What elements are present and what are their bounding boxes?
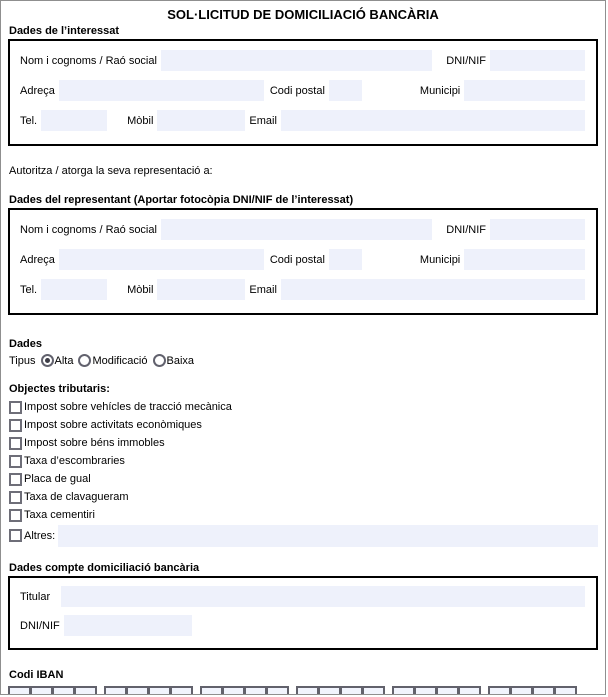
rep-nom-input[interactable] <box>161 219 432 240</box>
representant-row-3 <box>20 279 585 300</box>
iban-cell[interactable] <box>392 686 415 695</box>
iban-cell[interactable] <box>266 686 289 695</box>
checkbox-label: Impost sobre béns immobles <box>24 437 165 449</box>
radio-baixa[interactable] <box>153 354 166 367</box>
compte-box <box>8 576 598 650</box>
checkbox-impost-vehicles[interactable] <box>9 401 22 414</box>
iban-cell[interactable] <box>30 686 53 695</box>
page-title: SOL·LICITUD DE DOMICILIACIÓ BANCÀRIA <box>167 7 439 22</box>
nom-input[interactable] <box>161 50 432 71</box>
representant-row-1 <box>20 219 585 240</box>
codi-postal-label: Codi postal <box>269 84 325 97</box>
iban-cell[interactable] <box>362 686 385 695</box>
checkbox-row <box>9 452 598 470</box>
section-heading-dades: Dades <box>9 338 43 350</box>
interessat-row-1 <box>20 50 585 71</box>
rep-codi-postal-input[interactable] <box>329 249 362 270</box>
rep-municipi-label: Municipi <box>419 253 461 266</box>
iban-cell[interactable] <box>74 686 97 695</box>
compte-row-2 <box>20 615 585 636</box>
checkbox-row <box>9 434 598 452</box>
representant-row-2 <box>20 249 585 270</box>
email-label: Email <box>249 114 277 127</box>
rep-nom-label: Nom i cognoms / Raó social <box>20 223 157 236</box>
rep-dni-input[interactable] <box>490 219 585 240</box>
checkbox-row <box>9 506 598 524</box>
dni-input[interactable] <box>490 50 585 71</box>
interessat-row-2 <box>20 80 585 101</box>
radio-alta-label: Alta <box>54 354 74 367</box>
checkbox-impost-activitats[interactable] <box>9 419 22 432</box>
checkbox-row <box>9 488 598 506</box>
iban-cell[interactable] <box>318 686 341 695</box>
iban-group <box>8 686 96 695</box>
section-heading-iban: Codi IBAN <box>9 669 64 681</box>
rep-email-input[interactable] <box>281 279 585 300</box>
iban-cell[interactable] <box>52 686 75 695</box>
rep-mobil-label: Mòbil <box>127 283 154 296</box>
iban-cell[interactable] <box>126 686 149 695</box>
iban-group <box>200 686 288 695</box>
checkbox-label: Impost sobre vehícles de tracció mecànica <box>24 401 232 413</box>
rep-tel-label: Tel. <box>20 283 38 296</box>
iban-group <box>488 686 576 695</box>
iban-cell[interactable] <box>296 686 319 695</box>
rep-codi-postal-label: Codi postal <box>269 253 325 266</box>
radio-baixa-label: Baixa <box>166 354 195 367</box>
radio-modificacio-label: Modificació <box>92 354 148 367</box>
titular-input[interactable] <box>61 586 585 607</box>
rep-adreca-input[interactable] <box>59 249 264 270</box>
iban-cell[interactable] <box>244 686 267 695</box>
interessat-row-3 <box>20 110 585 131</box>
radio-modificacio[interactable] <box>78 354 91 367</box>
municipi-input[interactable] <box>464 80 585 101</box>
checkbox-altres[interactable] <box>9 529 22 542</box>
iban-cell[interactable] <box>170 686 193 695</box>
adreca-label: Adreça <box>20 84 55 97</box>
iban-group <box>296 686 384 695</box>
email-input[interactable] <box>281 110 585 131</box>
rep-municipi-input[interactable] <box>464 249 585 270</box>
nom-label: Nom i cognoms / Raó social <box>20 54 157 67</box>
iban-cell[interactable] <box>510 686 533 695</box>
checkbox-label: Placa de gual <box>24 473 91 485</box>
checkbox-label: Altres: <box>24 529 56 542</box>
checkbox-taxa-cementiri[interactable] <box>9 509 22 522</box>
checkbox-label: Taxa d’escombraries <box>24 455 125 467</box>
representant-box <box>8 208 598 315</box>
checkbox-taxa-escombraries[interactable] <box>9 455 22 468</box>
radio-alta[interactable] <box>41 354 54 367</box>
iban-cells <box>8 686 598 695</box>
iban-cell[interactable] <box>222 686 245 695</box>
iban-cell[interactable] <box>104 686 127 695</box>
rep-tel-input[interactable] <box>41 279 107 300</box>
rep-adreca-label: Adreça <box>20 253 55 266</box>
section-heading-compte: Dades compte domiciliació bancària <box>9 562 200 574</box>
checkbox-taxa-clavagueram[interactable] <box>9 491 22 504</box>
tipus-radio-group <box>9 352 598 369</box>
checkbox-impost-bens[interactable] <box>9 437 22 450</box>
municipi-label: Municipi <box>419 84 461 97</box>
rep-dni-label: DNI/NIF <box>446 223 486 236</box>
tel-label: Tel. <box>20 114 38 127</box>
autoritza-text: Autoritza / atorga la seva representació a: <box>9 165 213 177</box>
rep-email-label: Email <box>249 283 277 296</box>
altres-input[interactable] <box>58 525 598 547</box>
mobil-input[interactable] <box>157 110 245 131</box>
checkbox-placa-gual[interactable] <box>9 473 22 486</box>
iban-cell[interactable] <box>458 686 481 695</box>
compte-dni-label: DNI/NIF <box>20 619 60 632</box>
rep-mobil-input[interactable] <box>157 279 245 300</box>
checkbox-label: Impost sobre activitats econòmiques <box>24 419 202 431</box>
iban-cell[interactable] <box>200 686 223 695</box>
compte-dni-input[interactable] <box>64 615 192 636</box>
iban-group <box>104 686 192 695</box>
checkbox-row <box>9 416 598 434</box>
section-heading-representant: Dades del representant (Aportar fotocòpia DNI/NIF de l’interessat) <box>9 194 354 206</box>
codi-postal-input[interactable] <box>329 80 362 101</box>
adreca-input[interactable] <box>59 80 264 101</box>
tel-input[interactable] <box>41 110 107 131</box>
iban-cell[interactable] <box>148 686 171 695</box>
section-heading-interessat: Dades de l’interessat <box>9 25 120 37</box>
iban-cell[interactable] <box>488 686 511 695</box>
iban-cell[interactable] <box>532 686 555 695</box>
section-heading-objectes: Objectes tributaris: <box>9 383 110 395</box>
interessat-box <box>8 39 598 146</box>
checkbox-label: Taxa cementiri <box>24 509 95 521</box>
checkbox-label: Taxa de clavagueram <box>24 491 129 503</box>
tipus-label: Tipus <box>9 354 36 367</box>
dni-label: DNI/NIF <box>446 54 486 67</box>
iban-cell[interactable] <box>414 686 437 695</box>
iban-cell[interactable] <box>554 686 577 695</box>
iban-cell[interactable] <box>340 686 363 695</box>
compte-row-1 <box>20 586 585 607</box>
mobil-label: Mòbil <box>127 114 154 127</box>
checkbox-row-altres <box>9 524 598 547</box>
iban-cell[interactable] <box>8 686 31 695</box>
checkbox-row <box>9 470 598 488</box>
iban-cell[interactable] <box>436 686 459 695</box>
checkbox-row <box>9 398 598 416</box>
iban-group <box>392 686 480 695</box>
titular-label: Titular <box>20 590 51 603</box>
